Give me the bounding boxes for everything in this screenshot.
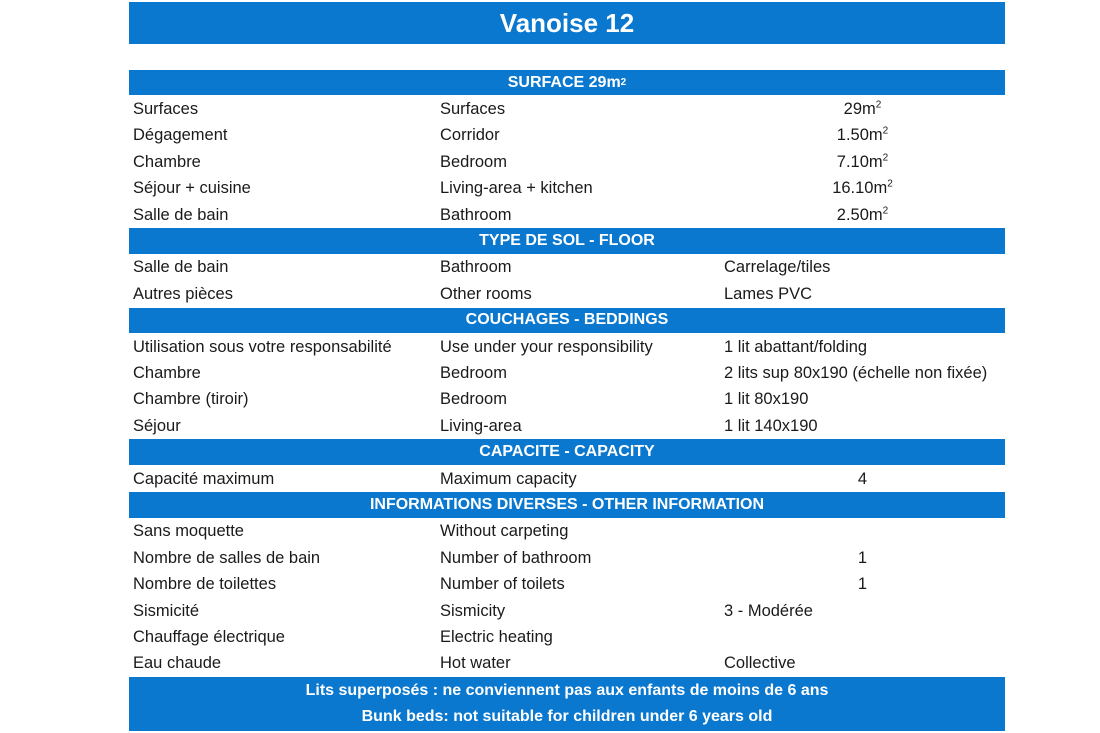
table-row: [129, 519, 1005, 545]
label-en: Corridor: [440, 126, 500, 145]
label-fr: Eau chaude: [133, 654, 222, 673]
label-fr: Chauffage électrique: [133, 627, 285, 646]
table-row: [129, 413, 1005, 439]
value: 4: [857, 469, 868, 488]
section-header-capacity: CAPACITE - CAPACITY: [129, 439, 1005, 465]
value: 2 lits sup 80x190 (échelle non fixée): [724, 363, 988, 382]
table-row: [129, 281, 1005, 307]
label-en: Bedroom: [440, 363, 507, 382]
value: 29m: [843, 100, 876, 119]
property-table: [129, 70, 1005, 731]
label-en: Without carpeting: [440, 522, 569, 541]
value: 1: [857, 548, 868, 567]
value: 2.50m: [836, 205, 883, 224]
label-fr: Dégagement: [133, 126, 228, 145]
label-en: Electric heating: [440, 627, 553, 646]
label-fr: Séjour: [133, 416, 181, 435]
label-fr: Sans moquette: [133, 522, 244, 541]
label-en: Surfaces: [440, 100, 506, 119]
page-title: Vanoise 12: [129, 2, 1005, 44]
label-fr: Capacité maximum: [133, 469, 275, 488]
label-fr: Surfaces: [133, 100, 199, 119]
value: 1: [857, 575, 868, 594]
unit-sup: 2: [887, 178, 893, 190]
label-en: Other rooms: [440, 284, 532, 303]
label-fr: Utilisation sous votre responsabilité: [133, 337, 392, 356]
value: 1 lit 80x190: [724, 390, 809, 409]
label-en: Maximum capacity: [440, 469, 577, 488]
label-fr: Salle de bain: [133, 258, 229, 277]
value: 1 lit abattant/folding: [724, 337, 868, 356]
unit-sup: 2: [882, 125, 889, 137]
label-fr: Nombre de salles de bain: [133, 548, 321, 567]
value: Collective: [724, 654, 796, 673]
label-fr: Autres pièces: [133, 284, 233, 303]
label-en: Sismicity: [440, 601, 506, 620]
warning-line-en: Bunk beds: not suitable for children under 6 years old: [361, 707, 773, 725]
value: 16.10m: [832, 179, 888, 198]
table-row: [129, 255, 1005, 281]
table-row: [129, 123, 1005, 149]
value: 7.10m: [836, 152, 883, 171]
value-cell: [720, 153, 1005, 172]
label-en: Bedroom: [440, 152, 507, 171]
label-fr: Chambre: [133, 152, 201, 171]
table-row: [129, 571, 1005, 597]
table-row: [129, 202, 1005, 228]
table-row: [129, 545, 1005, 571]
value: Lames PVC: [724, 284, 813, 303]
unit-sup: 2: [882, 205, 889, 217]
section-header-other-information: INFORMATIONS DIVERSES - OTHER INFORMATION: [129, 492, 1005, 518]
label-fr: Séjour + cuisine: [133, 179, 251, 198]
value-cell: [720, 179, 1005, 198]
value-cell: [720, 100, 1005, 119]
section-header-beddings: COUCHAGES - BEDDINGS: [129, 308, 1005, 334]
value-cell: [720, 206, 1005, 225]
table-row: [129, 149, 1005, 175]
label-en: Bedroom: [440, 390, 507, 409]
label-en: Living-area: [440, 416, 522, 435]
label-en: Number of bathroom: [440, 548, 592, 567]
table-row: [129, 176, 1005, 202]
table-row: [129, 387, 1005, 413]
label-fr: Salle de bain: [133, 205, 229, 224]
section-header-floor: TYPE DE SOL - FLOOR: [129, 228, 1005, 254]
bunk-bed-warning: [129, 677, 1005, 731]
value: 1.50m: [836, 126, 883, 145]
label-en: Living-area + kitchen: [440, 179, 593, 198]
label-fr: Chambre (tiroir): [133, 390, 249, 409]
label-fr: Chambre: [133, 363, 201, 382]
unit-sup: 2: [875, 99, 882, 111]
surface-header-label: SURFACE 29m: [507, 73, 621, 91]
table-row: [129, 96, 1005, 122]
table-row: [129, 598, 1005, 624]
label-en: Number of toilets: [440, 575, 565, 594]
table-row: [129, 651, 1005, 677]
warning-line-fr: Lits superposés : ne conviennent pas aux enfants de moins de 6 ans: [305, 681, 829, 699]
table-row: [129, 360, 1005, 386]
table-row: [129, 334, 1005, 360]
unit-sup: 2: [882, 152, 889, 164]
label-fr: Sismicité: [133, 601, 200, 620]
label-fr: Nombre de toilettes: [133, 575, 277, 594]
table-row: [129, 466, 1005, 492]
label-en: Use under your responsibility: [440, 337, 653, 356]
value: 3 - Modérée: [724, 601, 813, 620]
value: 1 lit 140x190: [724, 416, 818, 435]
value-cell: [720, 126, 1005, 145]
label-en: Bathroom: [440, 205, 512, 224]
section-header-surface: SURFACE 29m 2: [129, 70, 1005, 96]
label-en: Hot water: [440, 654, 511, 673]
value: Carrelage/tiles: [724, 258, 831, 277]
label-en: Bathroom: [440, 258, 512, 277]
table-row: [129, 624, 1005, 650]
